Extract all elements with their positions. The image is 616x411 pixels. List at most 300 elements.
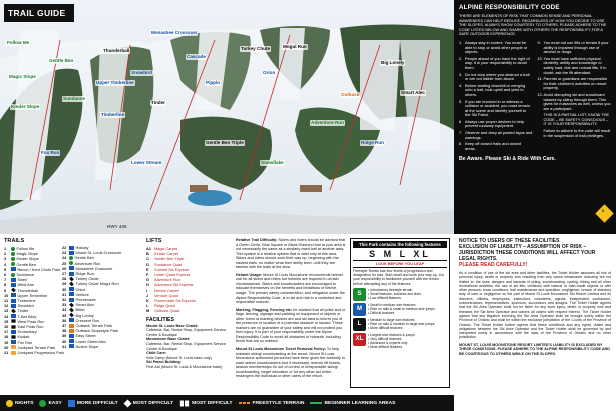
- trail-list-item[interactable]: [62, 344, 121, 349]
- map-label-monashee-crossover[interactable]: Monashee Crossover: [151, 30, 198, 35]
- map-label-thunderball[interactable]: Thunderball: [103, 48, 130, 53]
- difficulty-orange-icon: [69, 329, 74, 333]
- terrain-feature: • Small features, surfaces and lines: [368, 291, 422, 296]
- lift-id: J: [146, 292, 149, 298]
- trail-name: Turkey Chute: [75, 276, 99, 282]
- lift-id: A1: [146, 246, 151, 251]
- code-rule-text: People ahead of you have the right of way. It is your responsibility to avoid them.: [465, 55, 530, 70]
- trail-name: Swell: [17, 277, 27, 283]
- code-rule-number: 1.: [459, 39, 463, 45]
- lift-name: Adventure Run: [154, 277, 180, 283]
- terrain-size-badge-icon: XL: [353, 333, 366, 346]
- facility-detail: Cafeteria, Bar, Rental Shop, Equipment Service Centre & Boutique: [146, 328, 227, 337]
- code-rule: [459, 73, 533, 82]
- trail-number: 24: [62, 255, 67, 261]
- difficulty-blue-icon: [69, 318, 74, 322]
- difficulty-blue-icon: [69, 246, 74, 250]
- code-rule-number: 10.: [537, 55, 543, 61]
- trail-number: 9: [4, 287, 7, 293]
- code-rule-text: If you are involved in or witness a collision or accident, you must remain at the scene and identify yourself to the Ski Patrol.: [465, 98, 530, 118]
- terrain-feature: • Low difficult features: [368, 295, 401, 300]
- trail-name: Gentle Ben: [74, 255, 94, 261]
- terrain-park-look-warning: LOOK BEFORE YOU LEAP: [353, 260, 447, 268]
- facility-entry: [146, 351, 232, 360]
- trail-map: [0, 0, 454, 234]
- beg-icon: [310, 402, 322, 404]
- code-rule: [459, 120, 533, 129]
- trail-name: Smart Alec: [75, 302, 95, 308]
- code-rule: [459, 41, 533, 55]
- legend-item-dmost: [179, 400, 232, 407]
- map-label-follow-me[interactable]: Follow Me: [7, 40, 30, 45]
- terrain-level-features: [368, 333, 415, 349]
- trail-number: 22: [62, 245, 67, 250]
- policy-heading: Helmet Usage:: [236, 272, 263, 277]
- trail-name: East Peak Run: [17, 324, 44, 330]
- code-rules-left: [459, 41, 533, 153]
- code-rule: [538, 57, 612, 75]
- lift-name: Magic Carpet: [154, 246, 178, 251]
- difficulty-dblack-icon: [11, 320, 15, 323]
- facility-entry: [146, 360, 232, 369]
- difficulty-green-icon: [11, 257, 15, 261]
- trail-number: 29: [62, 281, 67, 287]
- code-rule: [459, 142, 533, 151]
- terrain-park-level: [353, 333, 447, 349]
- code-rule-number: 7.: [459, 130, 463, 136]
- terrain-feature: • Difficult features: [368, 310, 395, 315]
- trails-title: TRAILS: [4, 238, 25, 244]
- trail-name: Follow Me: [16, 246, 35, 251]
- terrain-feature: • Small to medium size features: [368, 302, 416, 307]
- trail-name: Fox Run: [17, 339, 33, 345]
- legend-label: MORE DIFFICULT: [76, 400, 118, 406]
- trail-name: Turkey Chute Mogul Run: [75, 281, 119, 287]
- notice-subtitle: EXCLUSION OF LIABILITY – ASSUMPTION OF RISK – JURISDICTION THESE CONDITIONS WILL AFFECT YOUR LEGAL RIGHTS.: [459, 244, 596, 262]
- nights-icon: [6, 400, 13, 407]
- code-rule: [459, 100, 533, 118]
- terrain-size-badge-icon: S: [353, 288, 366, 301]
- map-label-upper-timberline[interactable]: Upper Timberline: [96, 80, 134, 85]
- code-rule-number: 9.: [537, 39, 541, 45]
- code-rule-text: You must not use lifts or terrain if your ability is impaired through use of alcohol or drugs.: [543, 39, 609, 55]
- code-rule-number: 4.: [459, 82, 463, 88]
- lift-list-item[interactable]: [146, 308, 232, 313]
- legend-label: BEGINNER LEARNING AREAS: [324, 400, 396, 406]
- trail-number: 37: [62, 323, 67, 329]
- trail-number: 20: [4, 344, 9, 350]
- facility-detail: Kids Camp (Mount St. Louis base only): [146, 355, 212, 360]
- difficulty-orange-icon: [69, 324, 74, 328]
- trails-column-2: [62, 245, 121, 349]
- code-rule-text: Always stay in control. You must be able to stop or avoid other people or objects.: [465, 39, 528, 55]
- code-rule-text: Observe and obey all posted signs and warnings.: [465, 130, 533, 140]
- legend-item-nights: [6, 400, 33, 407]
- facility-name: Moonstone Base Chalet:: [146, 337, 191, 342]
- alpine-responsibility-code-panel: [454, 0, 616, 234]
- difficulty-blue-icon: [69, 298, 74, 302]
- more-icon: [68, 400, 75, 407]
- code-rule-number: 5.: [459, 98, 463, 104]
- trail-number: 39: [62, 333, 67, 339]
- legend-item-free: [239, 401, 305, 406]
- legend-label: MOST DIFFICULT: [192, 400, 233, 406]
- trail-name: Crescent Run: [75, 317, 100, 323]
- difficulty-green-icon: [11, 262, 15, 266]
- trail-number: 19: [4, 339, 9, 345]
- code-rule-number: 11.: [537, 76, 543, 82]
- map-label-kinder-slope[interactable]: Kinder Slope: [11, 104, 40, 109]
- trail-number: 26: [62, 265, 67, 271]
- notice-title: NOTICE TO USERS OF THESE FACILITIES: [459, 238, 560, 244]
- difficulty-terrain-icon: [11, 351, 16, 355]
- trail-name: West Arm: [17, 282, 35, 288]
- trail-number: 33: [62, 302, 67, 308]
- trail-number: 18: [4, 334, 9, 340]
- lift-name: Lower Quad Express: [154, 272, 191, 278]
- legend-label: NIGHTS: [15, 400, 34, 406]
- trail-number: 7: [4, 277, 7, 283]
- code-title: ALPINE RESPONSIBILITY CODE: [459, 4, 560, 11]
- terrain-feature: • Advanced & experts only: [368, 340, 408, 345]
- trail-name: Junkyard Progression Park: [17, 350, 65, 356]
- difficulty-blue-icon: [69, 272, 74, 276]
- trail-name: Upper Timberline: [17, 292, 48, 298]
- trail-number: 27: [62, 271, 67, 277]
- facility-entry: [146, 324, 232, 338]
- trail-number: 1: [4, 246, 7, 251]
- trail-number: 40: [62, 338, 67, 344]
- code-rule: [538, 113, 612, 127]
- map-label-orion[interactable]: Orion: [263, 70, 276, 75]
- trail-list-item[interactable]: [4, 350, 64, 355]
- trail-name: Big Lonely: [75, 312, 94, 318]
- trail-name: Ridge Run: [75, 271, 94, 277]
- trail-number: 8: [4, 282, 7, 288]
- difficulty-blue-icon: [11, 330, 16, 334]
- trail-name: Gentle Ben: [16, 261, 36, 267]
- policy-text: Mount St Louis Moonstone recommends helmet use for all skiers and riders but helmets are required in certain circumstances. Skiers and snowboarders are encouraged to educate themselves on the benefits and limitations of helmet usage. The primary safety consideration, and obligation under the Alpine Responsibility Code, is to ski and ride in a controlled and responsible manner.: [236, 272, 345, 305]
- trail-list-item[interactable]: [62, 281, 121, 286]
- trail-number: 34: [62, 307, 67, 313]
- trail-number: 2: [4, 251, 7, 257]
- notice-body: As a condition of use of the ski area and other facilities, the Ticket Holder assumes all risk of personal injury, death or property loss resulting from any cause whatsoever including but not limited to: the risks, dangers and hazards of skiing, snowboarding, cycling, hiking and all other recreational activities; the use of ski lifts; collisions with natural or man-made objects or with other persons; snow conditions, trail maintenance and operation; negligence, breach of statutory duty of care or negligence on the part of Mount St Louis Moonstone Ski Resort Limited and its directors, officers, employees, instructors, volunteers, agents, independent contractors, subcontractors, representatives, sponsors, successors and assigns. The Ticket Holder agrees that the Ski Area Operator shall not be liable for any such injury, death or property loss and releases the Ski Area Operator and waives all claims with respect thereto. The Ticket Holder agrees that any litigation involving the Ski Area Operator shall be brought solely within the Province of Ontario and shall be within the exclusive jurisdiction of the Courts of the Province of Ontario. The Ticket Holder further agrees that these conditions and any rights, duties and obligations between the Ski Area Operator and the Ticket Holder shall be governed by and interpreted solely in accordance with the laws of the Province of Ontario and no other jurisdiction.: [459, 271, 611, 340]
- trail-name: Venture: [75, 291, 89, 297]
- code-rule-text: Before starting downhill or merging onto a trail, look uphill and yield to others.: [465, 82, 526, 97]
- policy-heading: Relative Trail Difficulty:: [236, 238, 278, 242]
- policy-paragraph: [236, 308, 346, 344]
- code-rule: [538, 129, 612, 138]
- easy-icon: [39, 400, 46, 407]
- policy-text: Skiers and riders should be advised that a Green Circle, Blue Square or Black Diamond trial at your area is not necessarily the same as a similarly rated trail at another area. This system is a relative system that is valid only at this area. Skiers and riders should work their way up, beginning with the easiest trails, no matter what their ability level, until they are familiar with the trails at the area.: [236, 238, 346, 270]
- difficulty-blue-icon: [69, 339, 74, 343]
- difficulty-blue-icon: [69, 344, 74, 348]
- trail-name: Magic Slope: [16, 251, 38, 257]
- policy-heading: Mount St Louis Moonstone Ticket Removal Policy:: [236, 347, 326, 352]
- lift-name: Promenade Six Express: [154, 298, 196, 304]
- difficulty-blue-icon: [69, 334, 74, 338]
- trail-number: 13: [4, 308, 9, 314]
- map-label-ridge-run[interactable]: Ridge Run: [361, 140, 384, 145]
- lift-id: F: [146, 272, 149, 278]
- terrain-feature: • Introductory freestyle terrain: [368, 287, 413, 292]
- notice-warning: PLEASE READ CAREFULLY!: [459, 262, 528, 268]
- lift-name: Novice Carpet: [154, 287, 179, 293]
- map-label-snowflake[interactable]: Snowflake: [261, 160, 284, 165]
- trail-number: 21: [4, 350, 9, 356]
- trail-number: 15: [4, 318, 9, 324]
- trail-number: 23: [62, 250, 67, 256]
- lift-id: M: [146, 308, 150, 314]
- trail-name: T-Bar Alley: [17, 313, 37, 319]
- map-label-sundance[interactable]: Sundance: [63, 96, 85, 101]
- lift-id: H: [146, 282, 149, 288]
- trail-number: 4: [4, 261, 7, 267]
- code-rule-number: 2.: [459, 55, 463, 61]
- map-label-outback[interactable]: Outback: [341, 92, 360, 97]
- map-label-adventure-run[interactable]: Adventure Run: [311, 120, 344, 125]
- trail-name: Orion: [75, 286, 86, 292]
- notice-footer: MOUNT ST. LOUIS MOONSTONE RESORT LIMITED'S LIABILITY IS EXCLUDED BY THESE CONDITIONS. PLEASE ADHERE TO THE ALPINE RESPONSIBILITY CODE AND BE COURTEOUS TO OTHERS WHILE ON THE SLOPES.: [459, 342, 610, 356]
- terrain-park-level: [353, 318, 447, 331]
- trail-number: 14: [4, 313, 9, 319]
- trails-column-1: [4, 238, 64, 355]
- lift-name: Gentle Ben Triple: [154, 256, 185, 262]
- terrain-park-intro: Freestyle Terrain has four levels of progression and designation for size. Start small and work your way up. It is your responsibility to familiarize yourself with the terrain before attempting any of the features.: [353, 269, 445, 286]
- trail-number: 30: [62, 286, 67, 292]
- liability-notice: [454, 234, 616, 411]
- lift-id: D: [146, 261, 149, 267]
- trail-guide-title: TRAIL GUIDE: [4, 4, 74, 22]
- lift-name: Ridge Quad: [154, 303, 175, 309]
- lift-name: Outback Quad: [154, 308, 180, 314]
- terrain-level-features: [368, 318, 434, 330]
- lifts-column: [146, 238, 232, 370]
- facility-detail: Cafeteria, Bar, Rental Shop, Equipment Service Centre & Boutique: [146, 342, 227, 351]
- code-rule-number: 12.: [537, 91, 543, 97]
- code-rule: [459, 57, 533, 71]
- difficulty-blue-icon: [69, 251, 74, 255]
- map-label-cascade[interactable]: Cascade: [187, 54, 206, 59]
- difficulty-green-icon: [11, 273, 15, 277]
- trail-name: Mount St. Louis Crossover: [75, 250, 122, 256]
- map-label-tinder[interactable]: Tinder: [151, 100, 165, 105]
- map-label-snowbird[interactable]: Snowbird: [131, 70, 152, 75]
- code-rule-text: Parents or guardians are responsible for their children's activities on resort property.: [543, 76, 608, 91]
- trail-number: 6: [4, 272, 7, 278]
- difficulty-blue-icon: [11, 314, 16, 318]
- trail-name: Promenade: [75, 297, 96, 303]
- trail-info-section: [0, 234, 454, 395]
- trail-number: 10: [4, 292, 9, 298]
- code-rule: [538, 93, 612, 111]
- map-label-fox-run[interactable]: Fox Run: [41, 150, 60, 155]
- terrain-feature: • Ride on rails & medium to large size jumps: [368, 321, 435, 326]
- code-rule: [538, 41, 612, 55]
- code-rule-text: Failure to adhere to the code will result in the suspension of trail privileges.: [543, 128, 611, 138]
- policy-text: To help maintain skiing/ snowboarding at the resort, Mount St Louis Moonstone authorized personnel have been given the authority to warn skiers/ snowboarders and if necessary, remove lift tickets, season memberships for out of control or irresponsible skiing/ snowboarding, target relocation or for any other act which endangers the individual or other users of the resort.: [236, 347, 346, 379]
- facility-detail: First Aid (Mount St. Louis & Moonstone base): [146, 364, 223, 369]
- trail-name: Timberline: [17, 298, 36, 304]
- trail-name: Tinder: [17, 308, 29, 314]
- lifts-title: LIFTS: [146, 238, 162, 244]
- lift-name: Sundance Quad: [154, 261, 183, 267]
- code-rule-text: Do not stop where you obstruct a trail or are not visible from above.: [465, 71, 530, 82]
- map-label-gentle-ben[interactable]: Gentle Ben: [49, 58, 74, 63]
- map-label-turkey-chute[interactable]: Turkey Chute: [241, 46, 271, 51]
- map-label-lower-stream[interactable]: Lower Stream: [131, 160, 162, 165]
- terrain-feature: • Ride on rails & small to medium size jumps: [368, 306, 435, 311]
- legend-label: MOST DIFFICULT: [132, 400, 174, 406]
- terrain-feature: • Medium to large size features: [368, 317, 415, 322]
- terrain-park-level: [353, 288, 447, 301]
- code-rule: [459, 84, 533, 98]
- difficulty-blue-icon: [69, 287, 74, 291]
- code-rule-text: You must have sufficient physical dexterity, ability and knowledge to safely load, ride and unload lifts. If in doubt, ask the lift attendant.: [543, 55, 607, 75]
- terrain-level-features: [368, 303, 435, 315]
- trail-number: 36: [62, 317, 67, 323]
- lift-id: G: [146, 277, 150, 283]
- terrain-feature: • More difficult features: [368, 325, 403, 330]
- terrain-park-level: [353, 303, 447, 316]
- dmost-icon: [180, 400, 189, 406]
- difficulty-green-icon: [11, 247, 15, 251]
- code-rule-number: 3.: [459, 71, 463, 77]
- lift-id: B: [146, 251, 149, 257]
- map-label-big-lonely[interactable]: Big Lonely: [381, 60, 405, 65]
- difficulty-blue-icon: [11, 293, 16, 297]
- lift-id: I: [146, 287, 148, 293]
- most-icon: [123, 399, 131, 407]
- facilities-title: FACILITIES: [146, 316, 174, 323]
- trail-number: 17: [4, 329, 9, 335]
- code-rule-text: Avoid disrupting ski and snowboard classes by skiing through them. This gives for nuisances as well, unless you are a participant.: [543, 91, 611, 111]
- legend-label: EASY: [48, 400, 62, 406]
- trail-name: Lower Street Alec: [75, 338, 106, 344]
- policy-paragraph: [236, 347, 346, 379]
- lift-name: Adventure Ski Express: [154, 282, 194, 288]
- difficulty-blue-icon: [11, 304, 16, 308]
- code-footer: Be Aware. Please Ski & Ride With Care.: [459, 156, 556, 163]
- mountain-illustration: [0, 0, 454, 234]
- policy-heading: Marking, Flagging, Fencing etc:: [236, 307, 293, 312]
- legend-item-more: [68, 400, 118, 407]
- lift-id: C: [146, 256, 149, 262]
- trail-number: 12: [4, 303, 9, 309]
- legend-item-most: [124, 400, 173, 407]
- trail-number: 32: [62, 297, 67, 303]
- trail-name: West Peak Run: [17, 318, 45, 324]
- difficulty-blue-icon: [11, 283, 16, 287]
- facility-entry: [146, 337, 232, 351]
- difficulty-green-icon: [69, 256, 73, 260]
- difficulty-blue-icon: [11, 340, 16, 344]
- terrain-park-box: [350, 238, 450, 388]
- terrain-park-head: This Park contains the following features: [353, 241, 447, 248]
- facility-name: Child Care:: [146, 351, 167, 356]
- code-intro: THERE ARE ELEMENTS OF RISK THAT COMMON SENSE AND PERSONAL AWARENESS CAN HELP REDUCE. REGARDLESS OF HOW YOU DECIDE TO USE THE SLOPES, ALWAYS SHOW COURTESY TO OTHERS. PLEASE ADHERE TO THE CODE LISTED BELOW AND SHARE WITH OTHERS THE RESPONSIBILITY FOR A SAFE OUTDOOR EXPERIENCE.: [459, 14, 607, 37]
- map-label-timberline[interactable]: Timberline: [101, 112, 125, 117]
- trail-number: 5: [4, 266, 7, 272]
- trail-name: Adventure Run: [74, 260, 101, 266]
- legend-label: FREESTYLE TERRAIN: [252, 400, 305, 406]
- terrain-size-badge-icon: M: [353, 303, 366, 316]
- terrain-feature: • Most difficult features: [368, 344, 403, 349]
- code-rules-right: [538, 41, 612, 153]
- trail-name: Junkyard Terrain Park: [17, 344, 56, 350]
- code-rule-text: THIS IS A PARTIAL LIST. KNOW THE CODE – BE SAFETY CONSCIOUS – IT IS YOUR RESPONSIBILITY.: [543, 112, 610, 127]
- trail-list-item[interactable]: [4, 267, 64, 272]
- difficulty-terrain-icon: [11, 345, 16, 349]
- trail-number: 38: [62, 328, 67, 334]
- map-label-smart-alec[interactable]: Smart Alec: [401, 90, 425, 95]
- code-badge-icon: [595, 204, 613, 222]
- terrain-size-badge-icon: L: [353, 318, 366, 331]
- trail-number: 35: [62, 312, 67, 318]
- difficulty-legend: [0, 395, 454, 411]
- lift-id: E: [146, 266, 149, 272]
- code-badge-label: 3: [601, 207, 604, 213]
- lift-id: K: [146, 298, 149, 304]
- free-icon: [239, 402, 251, 404]
- trail-name: Snowbird: [17, 303, 34, 309]
- trail-number: 41: [62, 343, 67, 349]
- difficulty-dblack-icon: [11, 325, 15, 328]
- map-label-gentle-ben-triple[interactable]: Gentle Ben Triple: [206, 140, 244, 145]
- trail-number: 25: [62, 260, 67, 266]
- difficulty-blue-icon: [11, 278, 16, 282]
- lift-id: L: [146, 303, 149, 309]
- trail-name: Kinder Slope: [16, 256, 39, 262]
- map-label-magic-slope[interactable]: Magic Slope: [9, 74, 36, 79]
- trail-name: Easy Street: [75, 333, 96, 339]
- lift-name: Summit Six Express: [154, 266, 189, 272]
- trail-name: Outback Terrain Park: [75, 323, 112, 329]
- map-label-mogul-run[interactable]: Mogul Run: [283, 44, 307, 49]
- code-rule-text: Keep off closed trails and closed areas.: [465, 141, 521, 151]
- map-label-highway: HWY 406: [107, 224, 127, 229]
- trail-number: 11: [4, 298, 9, 304]
- difficulty-dblack-icon: [11, 335, 15, 338]
- trail-name: Thunderball: [17, 287, 39, 293]
- policy-paragraph: [236, 273, 346, 305]
- difficulty-blue-icon: [69, 266, 74, 270]
- trail-number: 3: [4, 256, 7, 262]
- difficulty-blue-icon: [11, 267, 16, 271]
- facility-name: Mount St. Louis Base Chalet:: [146, 323, 199, 328]
- trail-name: Brifer: [75, 307, 85, 313]
- policy-paragraph: [236, 238, 346, 270]
- trail-number: 16: [4, 324, 9, 330]
- trail-number: 31: [62, 291, 67, 297]
- facility-name: Ski Patrol Building:: [146, 360, 182, 365]
- code-rule: [459, 131, 533, 140]
- trail-number: 28: [62, 276, 67, 282]
- terrain-level-features: [368, 288, 421, 300]
- trail-name: Dromedary: [17, 329, 37, 335]
- terrain-feature: • Very difficult features: [368, 336, 402, 341]
- trail-name: Novice Slope: [75, 343, 99, 349]
- resort-policies: [236, 238, 346, 382]
- legend-item-beg: [310, 401, 395, 406]
- code-rule-number: 6.: [459, 118, 463, 124]
- terrain-feature: • Largest size features & jumps: [368, 332, 415, 337]
- difficulty-blue-icon: [69, 292, 74, 296]
- trail-name: Monashee Crossover: [75, 265, 113, 271]
- difficulty-green-icon: [11, 252, 15, 256]
- code-rule-number: 8.: [459, 141, 463, 147]
- map-label-pippin[interactable]: Pippin: [206, 80, 221, 85]
